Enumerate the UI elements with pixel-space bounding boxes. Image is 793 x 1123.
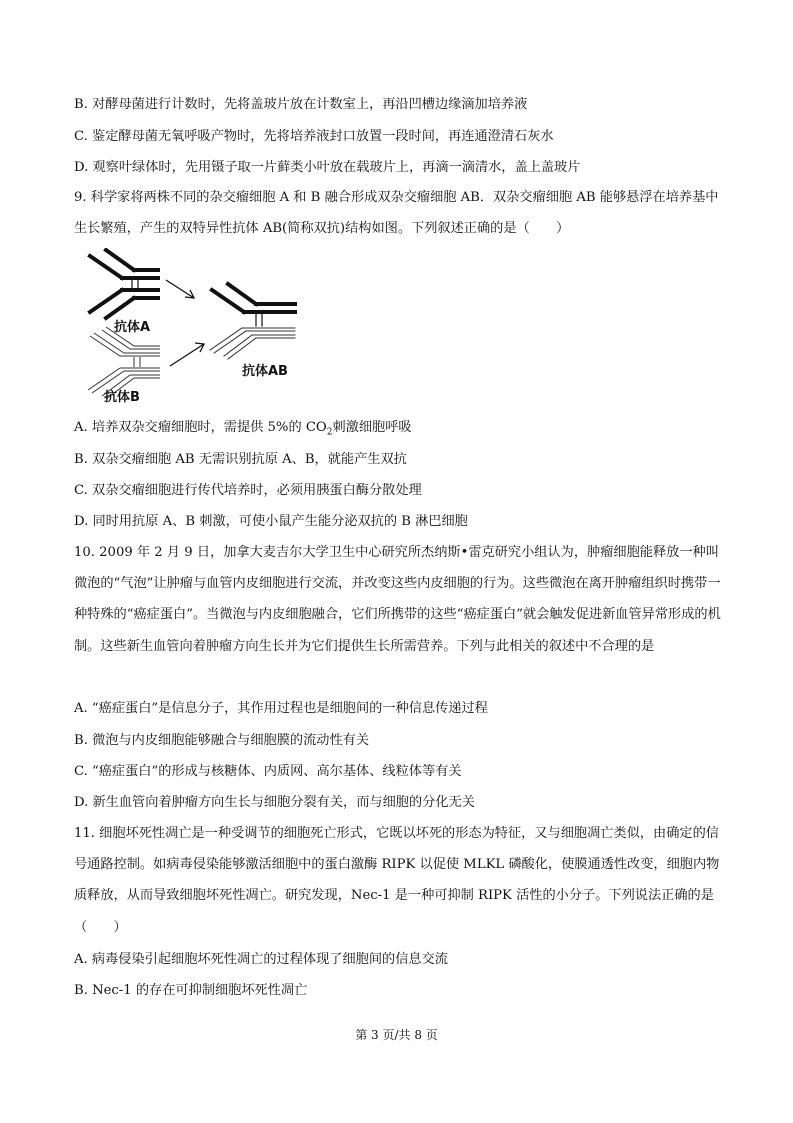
q9-option-c: C. 双杂交瘤细胞进行传代培养时，必须用胰蛋白酶分散处理 xyxy=(74,483,422,498)
q8-option-d: D. 观察叶绿体时，先用镊子取一片藓类小叶放在载玻片上，再滴一滴清水，盖上盖玻片 xyxy=(74,160,581,175)
arrow-shapes xyxy=(166,280,204,366)
antibody-a-label: 抗体A xyxy=(114,320,151,335)
q11-option-a: A. 病毒侵染引起细胞坏死性凋亡的过程体现了细胞间的信息交流 xyxy=(74,952,448,967)
q8-option-b: B. 对酵母菌进行计数时，先将盖玻片放在计数室上，再沿凹槽边缘滴加培养液 xyxy=(74,97,528,112)
page-footer: 第 3 页/共 8 页 xyxy=(355,1028,438,1042)
antibody-b-label: 抗体B xyxy=(104,390,140,405)
q9-option-a-subscript: 2 xyxy=(326,427,333,438)
q11-option-b: B. Nec-1 的存在可抑制细胞坏死性凋亡 xyxy=(74,983,308,998)
antibody-figure xyxy=(80,248,310,408)
q9-option-a xyxy=(74,419,412,442)
q9-option-d: D. 同时用抗原 A、B 刺激，可使小鼠产生能分泌双抗的 B 淋巴细胞 xyxy=(74,514,468,529)
antibody-ab-shape xyxy=(210,284,295,359)
antibody-a-shape xyxy=(90,250,158,318)
q10-option-b: B. 微泡与内皮细胞能够融合与细胞膜的流动性有关 xyxy=(74,733,370,748)
antibody-ab-label: 抗体AB xyxy=(242,364,288,379)
q9-option-a-text-end: 刺激细胞呼吸 xyxy=(332,420,412,435)
q9-option-a-text: A. 培养双杂交瘤细胞时，需提供 5%的 CO xyxy=(74,420,327,435)
q11-stem: 11. 细胞坏死性凋亡是一种受调节的细胞死亡形式，它既以坏死的形态为特征，又与细胞凋亡类似，由确定的信号通路控制。如病毒侵染能够激活细胞中的蛋白激酶 RIPK 以促使 MLKL 磷酸化，使膜通透性改变，细胞内物质释放，从而导致细胞坏死性凋亡。研究发现，Nec-1 是一种可抑制 RIPK 活性的小分子。下列说法正确的是（ ） xyxy=(74,826,720,935)
q9-option-b: B. 双杂交瘤细胞 AB 无需识别抗原 A、B，就能产生双抗 xyxy=(74,452,407,467)
q10-option-a: A. “癌症蛋白”是信息分子，其作用过程也是细胞间的一种信息传递过程 xyxy=(74,701,488,716)
q8-option-c: C. 鉴定酵母菌无氧呼吸产物时，先将培养液封口放置一段时间，再连通澄清石灰水 xyxy=(74,129,554,144)
q10-stem: 10. 2009 年 2 月 9 日，加拿大麦吉尔大学卫生中心研究所杰纳斯•雷克研究小组认为，肿瘤细胞能释放一种叫微泡的“气泡”让肿瘤与血管内皮细胞进行交流，并改变这些内皮细胞的行为。这些微泡在离开肿瘤组织时携带一种特殊的“癌症蛋白”。当微泡与内皮细胞融合，它们所携带的这些“癌症蛋白”就会触发促进新血管异常形成的机制。这些新生血管向着肿瘤方向生长并为它们提供生长所需营养。下列与此相关的叙述中不合理的是 xyxy=(74,545,721,654)
q10-option-c: C. “癌症蛋白”的形成与核糖体、内质网、高尔基体、线粒体等有关 xyxy=(74,764,462,779)
q10-option-d: D. 新生血管向着肿瘤方向生长与细胞分裂有关，而与细胞的分化无关 xyxy=(74,795,475,810)
q9-stem: 9. 科学家将两株不同的杂交瘤细胞 A 和 B 融合形成双杂交瘤细胞 AB．双杂交瘤细胞 AB 能够悬浮在培养基中生长繁殖，产生的双特异性抗体 AB(简称双抗)结构如图。下列叙述正确的是（ ） xyxy=(74,190,719,237)
